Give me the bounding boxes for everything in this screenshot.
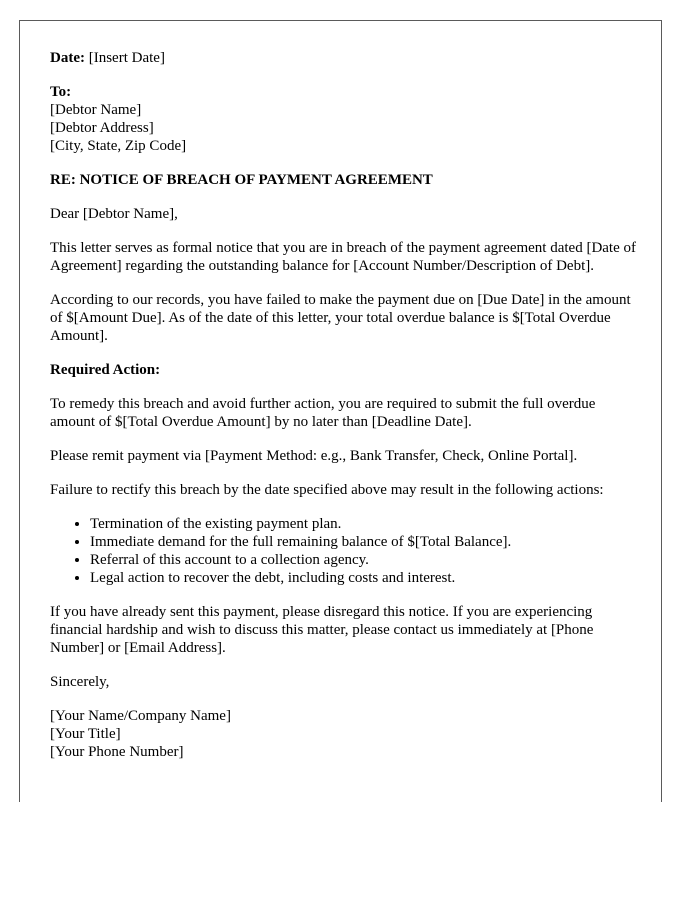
remedy-paragraph: To remedy this breach and avoid further action, you are required to submit the full overdue amount of $[Total Overdue Amount] by no later than [Deadline Date]. xyxy=(50,396,596,430)
recipient-city-state-zip: [City, State, Zip Code] xyxy=(50,138,187,154)
subject-line: RE: NOTICE OF BREACH OF PAYMENT AGREEMENT xyxy=(50,172,433,188)
intro-paragraph: This letter serves as formal notice that you are in breach of the payment agreement dated [Date of Agreement] regarding the outstanding balance for [Account Number/Description of Debt]. xyxy=(50,240,637,274)
recipient-name: [Debtor Name] xyxy=(50,102,142,118)
list-item: • Referral of this account to a collection agency. xyxy=(90,551,642,569)
date-value: [Insert Date] xyxy=(88,50,165,66)
date-label: Date: xyxy=(50,50,85,66)
list-item: • Legal action to recover the debt, including costs and interest. xyxy=(90,569,642,587)
signature-phone: [Your Phone Number] xyxy=(50,744,184,760)
list-item: • Termination of the existing payment plan. xyxy=(90,515,642,533)
consequences-list xyxy=(50,515,642,587)
signature-title: [Your Title] xyxy=(50,726,121,742)
records-paragraph: According to our records, you have failed to make the payment due on [Due Date] in the amount of $[Amount Due]. As of the date of this letter, your total overdue balance is $[Total Overdue Amount]. xyxy=(50,292,631,344)
date-line xyxy=(50,49,642,67)
recipient-label: To: xyxy=(50,84,72,100)
failure-paragraph: Failure to rectify this breach by the date specified above may result in the following actions: xyxy=(50,482,604,498)
signature-block xyxy=(50,707,642,761)
recipient-address: [Debtor Address] xyxy=(50,120,154,136)
closing: Sincerely, xyxy=(50,674,110,690)
salutation: Dear [Debtor Name], xyxy=(50,206,178,222)
recipient-block xyxy=(50,83,642,155)
letter-content xyxy=(50,49,642,761)
required-action-heading: Required Action: xyxy=(50,362,161,378)
letter-page xyxy=(19,20,662,802)
signature-name: [Your Name/Company Name] xyxy=(50,708,231,724)
list-item: • Immediate demand for the full remaining balance of $[Total Balance]. xyxy=(90,533,642,551)
remit-paragraph: Please remit payment via [Payment Method: e.g., Bank Transfer, Check, Online Portal]. xyxy=(50,448,578,464)
closing-note-paragraph: If you have already sent this payment, please disregard this notice. If you are experiencing financial hardship and wish to discuss this matter, please contact us immediately at [Phone Number] or [Email Address]. xyxy=(50,604,594,656)
